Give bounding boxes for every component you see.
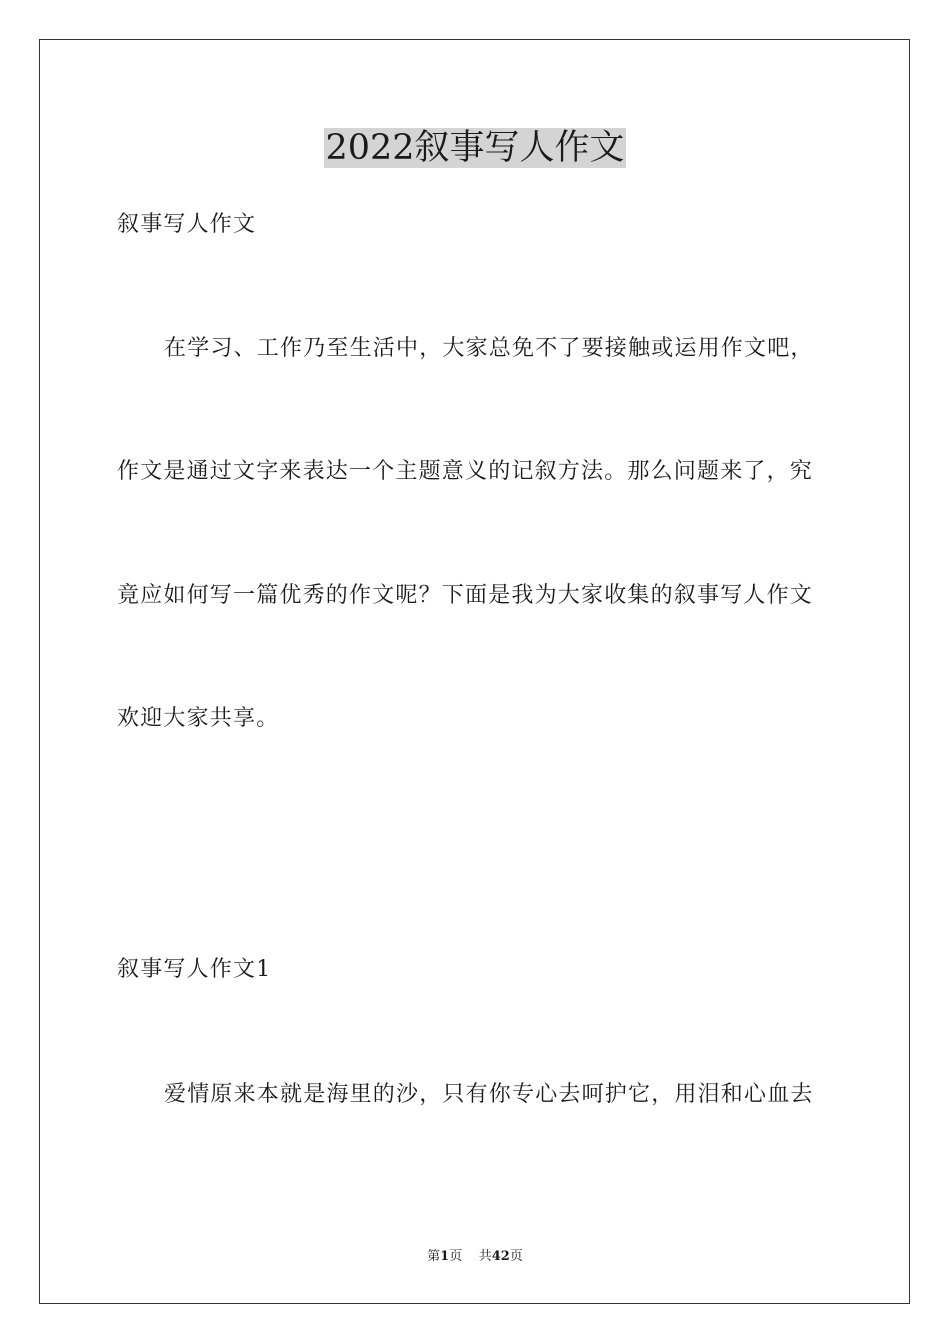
page-footer [0, 1248, 950, 1266]
body-line-1: 爱情原来本就是海里的沙，只有你专心去呵护它，用泪和心血去 [164, 1082, 814, 1107]
footer-page-number: 1 [440, 1249, 450, 1264]
intro-line-1: 在学习、工作乃至生活中，大家总免不了要接触或运用作文吧， [164, 336, 814, 361]
footer-total-prefix: 共 [478, 1249, 492, 1264]
intro-line-4: 欢迎大家共享。 [117, 706, 280, 731]
footer-total-suffix: 页 [509, 1249, 523, 1264]
footer-total-pages: 42 [491, 1249, 510, 1264]
intro-line-3: 竟应如何写一篇优秀的作文呢？下面是我为大家收集的叙事写人作文 [117, 583, 814, 608]
document-title-text: 2022叙事写人作文 [325, 128, 625, 168]
intro-line-2: 作文是通过文字来表达一个主题意义的记叙方法。那么问题来了，究 [117, 459, 814, 484]
footer-page-suffix: 页 [449, 1249, 463, 1264]
section-heading: 叙事写人作文1 [117, 957, 272, 982]
document-subtitle: 叙事写人作文 [117, 212, 257, 237]
document-title [0, 124, 950, 172]
footer-page-prefix: 第 [427, 1249, 441, 1264]
